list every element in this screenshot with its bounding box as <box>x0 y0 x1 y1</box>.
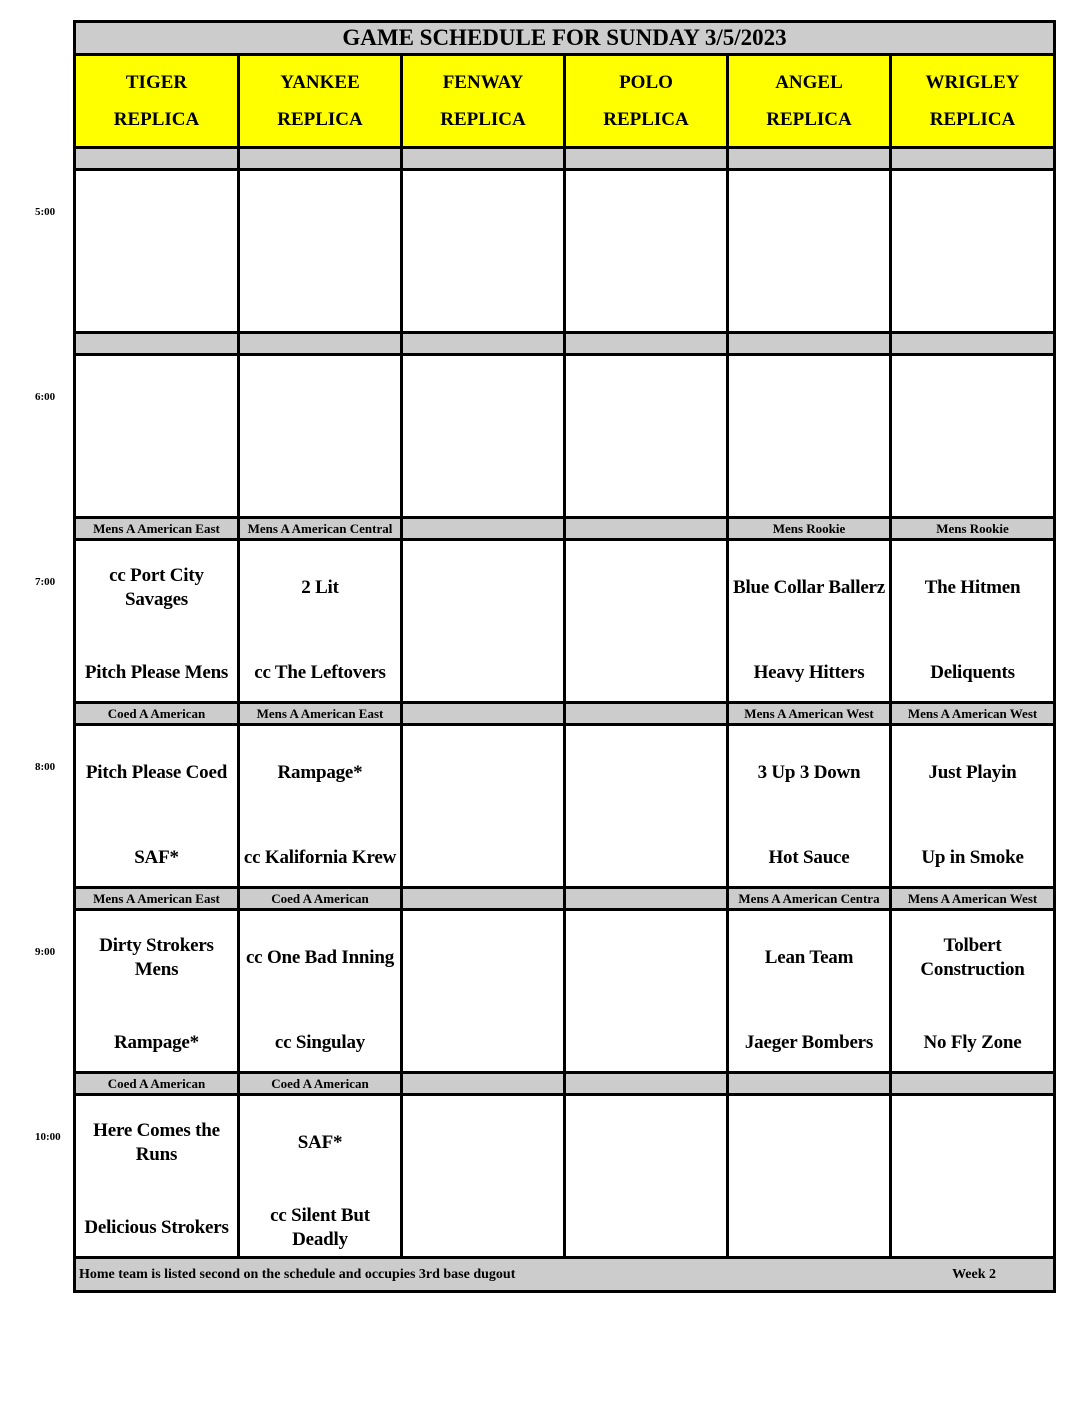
away-team <box>76 379 237 427</box>
division-row <box>75 888 1055 910</box>
away-team <box>892 1119 1053 1167</box>
game-cell <box>239 540 402 703</box>
division-label <box>891 333 1055 355</box>
field-sub: REPLICA <box>929 109 1016 130</box>
division-label: Mens A American Central <box>239 518 402 540</box>
field-sub: REPLICA <box>277 109 363 130</box>
away-team <box>240 194 400 242</box>
division-label <box>565 1073 728 1095</box>
field-name: WRIGLEY <box>925 72 1020 93</box>
division-label: Coed A American <box>75 1073 239 1095</box>
division-label <box>565 333 728 355</box>
away-team <box>403 379 563 427</box>
game-cell <box>75 725 239 888</box>
home-team: No Fly Zone <box>923 1032 1022 1053</box>
away-team <box>566 1119 726 1167</box>
game-cell <box>565 355 728 518</box>
away-team: Here Comes the Runs <box>93 1120 220 1165</box>
home-team <box>76 279 237 327</box>
division-row <box>75 1073 1055 1095</box>
game-row <box>75 1095 1055 1258</box>
game-cell <box>75 910 239 1073</box>
away-team <box>892 379 1053 427</box>
field-sub: REPLICA <box>440 109 526 130</box>
division-label: Mens A American East <box>239 703 402 725</box>
field-header-polo <box>565 55 728 148</box>
away-team: cc Port City Savages <box>109 565 204 610</box>
game-cell <box>891 910 1055 1073</box>
division-label <box>402 888 565 910</box>
game-cell <box>239 170 402 333</box>
away-team <box>892 194 1053 242</box>
division-label <box>565 703 728 725</box>
game-cell <box>565 725 728 888</box>
home-team <box>240 279 400 327</box>
away-team <box>566 934 726 982</box>
game-cell <box>565 910 728 1073</box>
division-label <box>402 1073 565 1095</box>
game-cell <box>728 540 891 703</box>
game-cell <box>239 910 402 1073</box>
home-team <box>403 1204 563 1252</box>
field-name: TIGER <box>125 72 188 93</box>
time-label: 7:00 <box>35 575 56 588</box>
home-team: cc The Leftovers <box>254 662 386 683</box>
home-team <box>403 279 563 327</box>
home-team: cc Kalifornia Krew <box>243 847 397 868</box>
game-cell <box>728 910 891 1073</box>
away-team <box>403 564 563 612</box>
away-team: 3 Up 3 Down <box>757 762 861 783</box>
home-team <box>892 1204 1053 1252</box>
home-team <box>403 1019 563 1067</box>
away-team <box>76 194 237 242</box>
division-label: Mens A American West <box>891 703 1055 725</box>
game-row <box>75 540 1055 703</box>
footer-cell <box>75 1258 1055 1292</box>
division-label <box>565 148 728 170</box>
game-row <box>75 725 1055 888</box>
game-cell <box>402 1095 565 1258</box>
away-team: Dirty Strokers Mens <box>99 935 214 980</box>
home-team <box>566 1204 726 1252</box>
home-team <box>566 834 726 882</box>
away-team <box>729 379 889 427</box>
away-team: cc One Bad Inning <box>245 947 395 968</box>
home-team <box>566 1019 726 1067</box>
game-cell <box>75 355 239 518</box>
field-name: POLO <box>619 72 673 93</box>
game-cell <box>891 170 1055 333</box>
time-label: 9:00 <box>35 945 56 958</box>
home-team <box>566 464 726 512</box>
game-cell <box>728 725 891 888</box>
division-label <box>891 1073 1055 1095</box>
away-team <box>403 194 563 242</box>
field-sub: REPLICA <box>603 109 689 130</box>
week-label: Week 2 <box>952 1266 997 1282</box>
home-team <box>566 649 726 697</box>
home-team <box>403 464 563 512</box>
field-header-tiger <box>75 55 239 148</box>
game-cell <box>402 355 565 518</box>
away-team <box>566 564 726 612</box>
division-label: Mens A American West <box>891 888 1055 910</box>
time-label: 5:00 <box>35 205 56 218</box>
division-label: Mens A American West <box>728 703 891 725</box>
game-cell <box>565 540 728 703</box>
home-team <box>566 279 726 327</box>
division-row <box>75 703 1055 725</box>
game-cell <box>891 355 1055 518</box>
division-label <box>75 148 239 170</box>
game-cell <box>891 1095 1055 1258</box>
division-label <box>565 888 728 910</box>
division-label <box>402 148 565 170</box>
division-row <box>75 333 1055 355</box>
schedule-table <box>73 20 1056 1293</box>
division-label: Coed A American <box>75 703 239 725</box>
away-team: The Hitmen <box>924 577 1021 598</box>
schedule-title: GAME SCHEDULE FOR SUNDAY 3/5/2023 <box>75 22 1055 55</box>
title-row <box>75 22 1055 55</box>
game-cell <box>75 540 239 703</box>
division-label <box>239 148 402 170</box>
home-team <box>403 834 563 882</box>
away-team <box>403 934 563 982</box>
division-label: Mens A American East <box>75 518 239 540</box>
division-label <box>891 148 1055 170</box>
away-team: 2 Lit <box>301 577 339 598</box>
away-team <box>566 379 726 427</box>
division-label <box>239 333 402 355</box>
away-team: Pitch Please Coed <box>85 762 228 783</box>
field-sub: REPLICA <box>113 109 200 130</box>
away-team <box>729 1119 889 1167</box>
game-cell <box>402 170 565 333</box>
field-sub: REPLICA <box>766 109 852 130</box>
home-team: cc Singulay <box>274 1032 366 1053</box>
home-team: Rampage* <box>114 1032 199 1053</box>
time-label: 8:00 <box>35 760 56 773</box>
game-row <box>75 355 1055 518</box>
footer-row <box>75 1258 1055 1292</box>
game-cell <box>728 170 891 333</box>
division-label <box>402 333 565 355</box>
home-team <box>729 464 889 512</box>
division-label <box>75 333 239 355</box>
field-header-yankee <box>239 55 402 148</box>
division-label: Mens Rookie <box>891 518 1055 540</box>
home-team: Delicious Strokers <box>84 1217 229 1238</box>
division-label <box>728 1073 891 1095</box>
home-team <box>403 649 563 697</box>
game-cell <box>565 170 728 333</box>
game-cell <box>239 355 402 518</box>
game-cell <box>239 725 402 888</box>
footer-note: Home team is listed second on the schedule and occupies 3rd base dugout <box>79 1266 516 1282</box>
home-team <box>240 464 400 512</box>
away-team <box>240 379 400 427</box>
away-team <box>566 749 726 797</box>
schedule-body <box>75 22 1055 1292</box>
field-name: FENWAY <box>442 72 524 93</box>
time-label: 6:00 <box>35 390 56 403</box>
division-row <box>75 148 1055 170</box>
home-team: Hot Sauce <box>768 847 850 868</box>
away-team <box>729 194 889 242</box>
division-label <box>728 333 891 355</box>
division-label <box>728 148 891 170</box>
game-cell <box>891 725 1055 888</box>
division-label: Coed A American <box>239 1073 402 1095</box>
away-team: Lean Team <box>764 947 854 968</box>
home-team <box>892 464 1053 512</box>
away-team <box>403 749 563 797</box>
home-team: Up in Smoke <box>921 847 1024 868</box>
game-row <box>75 170 1055 333</box>
home-team: Deliquents <box>930 662 1015 683</box>
field-name: ANGEL <box>775 72 843 93</box>
away-team: Rampage* <box>277 762 363 783</box>
division-label: Mens A American East <box>75 888 239 910</box>
home-team: Pitch Please Mens <box>84 662 229 683</box>
game-row <box>75 910 1055 1073</box>
away-team: Just Playin <box>928 762 1017 783</box>
home-team <box>729 1204 889 1252</box>
home-team <box>76 464 237 512</box>
division-row <box>75 518 1055 540</box>
game-cell <box>565 1095 728 1258</box>
game-cell <box>75 1095 239 1258</box>
away-team: Blue Collar Ballerz <box>732 577 886 598</box>
field-header-fenway <box>402 55 565 148</box>
division-label <box>402 518 565 540</box>
home-team: cc Silent But Deadly <box>270 1205 370 1250</box>
game-cell <box>728 1095 891 1258</box>
away-team: Tolbert Construction <box>920 935 1025 980</box>
division-label: Coed A American <box>239 888 402 910</box>
game-cell <box>239 1095 402 1258</box>
game-cell <box>728 355 891 518</box>
game-cell <box>402 910 565 1073</box>
division-label <box>402 703 565 725</box>
game-cell <box>402 725 565 888</box>
time-label: 10:00 <box>35 1130 61 1143</box>
field-header-angel <box>728 55 891 148</box>
division-label: Mens Rookie <box>728 518 891 540</box>
home-team <box>892 279 1053 327</box>
division-label: Mens A American Centra <box>728 888 891 910</box>
division-label <box>565 518 728 540</box>
away-team <box>403 1119 563 1167</box>
game-cell <box>75 170 239 333</box>
game-cell <box>402 540 565 703</box>
field-header-wrigley <box>891 55 1055 148</box>
game-cell <box>891 540 1055 703</box>
home-team: SAF* <box>134 847 179 868</box>
home-team: Heavy Hitters <box>753 662 865 683</box>
home-team: Jaeger Bombers <box>744 1032 874 1053</box>
away-team: SAF* <box>297 1132 343 1153</box>
field-name: YANKEE <box>280 72 360 93</box>
field-header-row <box>75 55 1055 148</box>
home-team <box>729 279 889 327</box>
away-team <box>566 194 726 242</box>
